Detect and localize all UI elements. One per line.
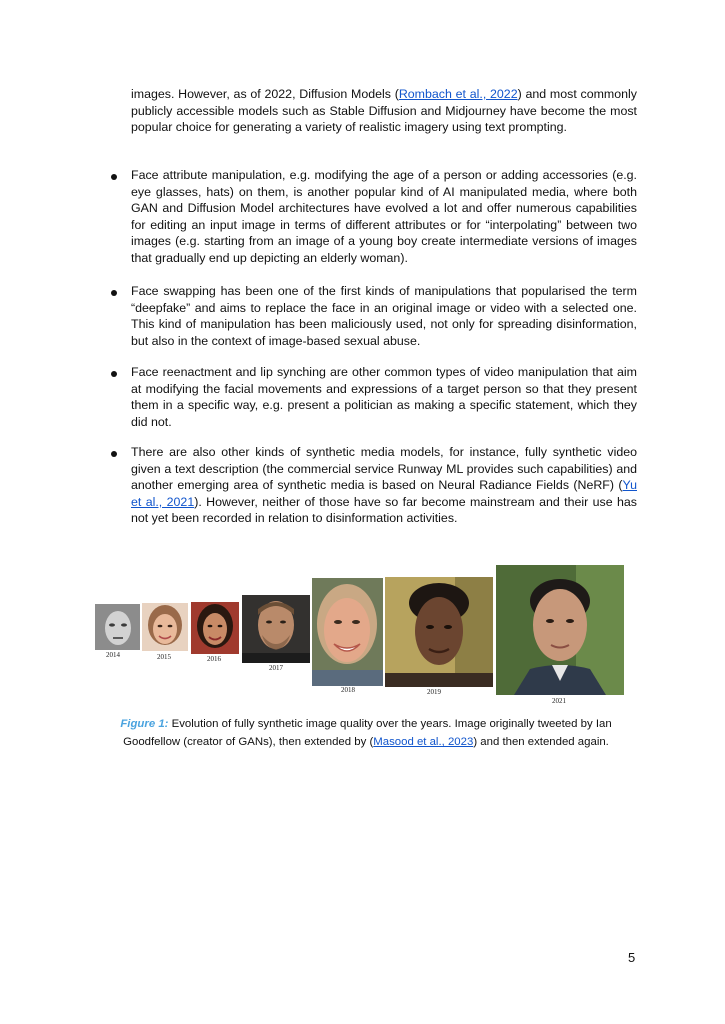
face-image-2015 xyxy=(142,603,188,651)
figure-caption: Figure 1: Evolution of fully synthetic image quality over the years. Image originally tweeted by Ian Goodfellow (creator of GANs), then extended by (Masood et al., 2023) and then extended again. xyxy=(120,718,612,748)
citation-link-yu[interactable]: Yu et al., 2021 xyxy=(131,478,637,509)
bullet-dot xyxy=(111,174,117,180)
intro-paragraph: images. However, as of 2022, Diffusion Models (Rombach et al., 2022) and most commonly publicly accessible models such as Stable Diffusion and Midjourney have become the most popular choice for generating a variety of realistic imagery using text prompting. xyxy=(131,87,637,135)
year-label-2017: 2017 xyxy=(269,664,283,672)
bullet-other-synthetic-media: There are also other kinds of synthetic media models, for instance, fully synthetic video given a text description (the commercial service Runway ML provides such capabilities) and another emerging area of synthetic media is based on Neural Radiance Fields (NeRF) (Yu et al., 2021). However, neither of those have so far become mainstream and their use has not yet been recorded in relation to disinformation activities. xyxy=(131,445,637,526)
face-image-2019 xyxy=(385,577,493,687)
face-image-2016 xyxy=(191,602,239,654)
face-image-2018 xyxy=(312,578,383,686)
year-label-2015: 2015 xyxy=(157,653,171,661)
bullet-face-reenactment: Face reenactment and lip synching are other common types of video manipulation that aim at modifying the facial movements and expressions of a target person so that they present them in a specific way, e.g. present a politician as making a specific statement, which they did not. xyxy=(131,365,637,429)
year-label-2018: 2018 xyxy=(341,686,355,694)
bullet-dot xyxy=(111,451,117,457)
bullet-dot xyxy=(111,290,117,296)
face-image-2021 xyxy=(496,565,624,695)
citation-link-masood[interactable]: Masood et al., 2023 xyxy=(373,736,474,748)
year-label-2019: 2019 xyxy=(427,688,441,696)
bullet-dot xyxy=(111,371,117,377)
year-label-2021: 2021 xyxy=(552,697,566,705)
year-label-2014: 2014 xyxy=(106,651,120,659)
page-number: 5 xyxy=(628,950,636,965)
face-image-2014 xyxy=(95,604,140,650)
citation-link-rombach[interactable]: Rombach et al., 2022 xyxy=(398,87,518,101)
face-image-2017 xyxy=(242,595,310,663)
figure-label: Figure 1: xyxy=(120,718,169,730)
year-label-2016: 2016 xyxy=(207,655,221,663)
bullet-face-swapping: Face swapping has been one of the first kinds of manipulations that popularised the term “deepfake” and aims to replace the face in an original image or video with a selected one. This kind of manipulation has been maliciously used, not only for spreading disinformation, but also in the context of image-based sexual abuse. xyxy=(131,284,637,348)
bullet-face-attribute: Face attribute manipulation, e.g. modifying the age of a person or adding accessories (e.g. eye glasses, hats) on them, is another popular kind of AI manipulated media, where both GAN and Diffusion Model architectures have evolved a lot and offer numerous capabilities for editing an input image in terms of different attributes or for “interpolating” between two images (e.g. starting from an image of a young boy create intermediate versions of images that gradually end up depicting an elderly woman). xyxy=(131,168,637,265)
face-evolution-figure xyxy=(94,576,634,712)
